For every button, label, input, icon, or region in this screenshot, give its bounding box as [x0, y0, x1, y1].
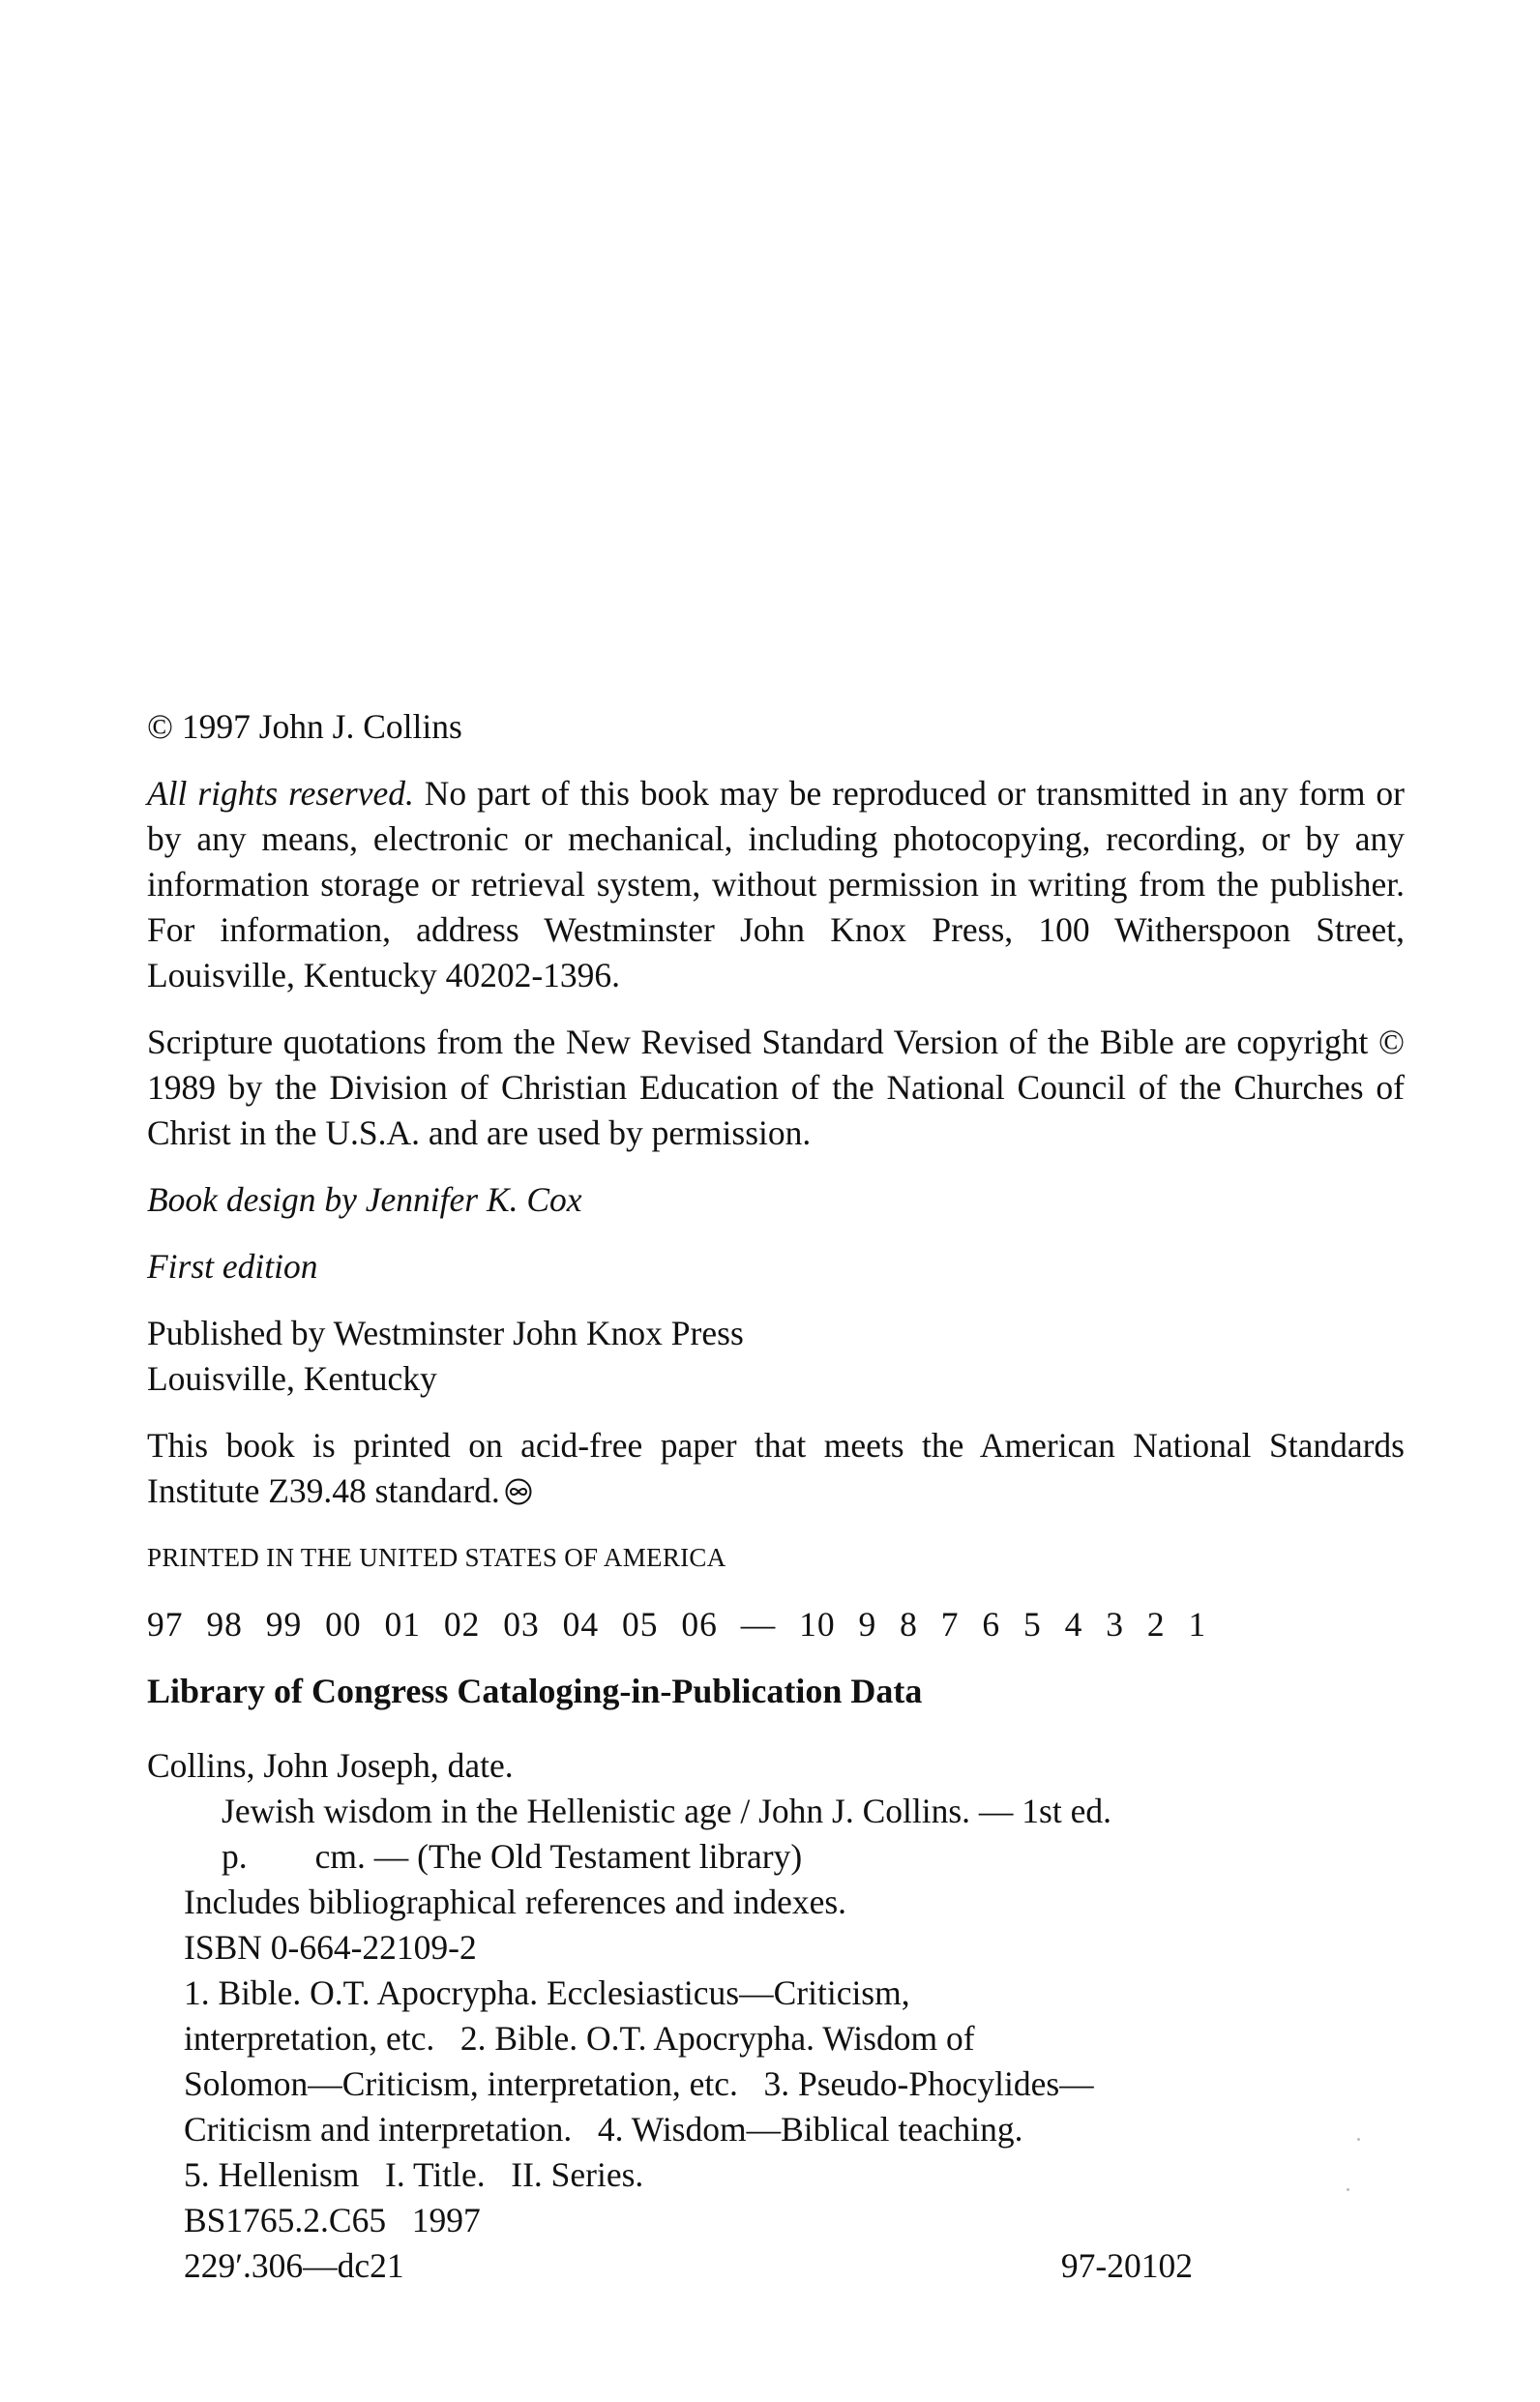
printing-numbers: 97 98 99 00 01 02 03 04 05 06 — 10 9 8 7 6 5 4 3 2 1 — [147, 1605, 1207, 1644]
paper-notice-text: This book is printed on acid-free paper that meets the American National Standards Institute Z39.48 standard. — [147, 1426, 1405, 1510]
cip-subject-line: 1. Bible. O.T. Apocrypha. Ecclesiasticus—Criticism, — [184, 1973, 910, 2012]
scripture-notice: Scripture quotations from the New Revised Standard Version of the Bible are copyright © 1989 by the Division of Christian Education of the National Council of the Churches of Christ in the U.S.A. and are used by permission. — [147, 1023, 1405, 1152]
cip-record — [147, 1743, 1193, 2289]
copyright-page — [147, 704, 1405, 2289]
scan-speck — [1357, 2138, 1360, 2141]
copyright-line: © 1997 John J. Collins — [147, 707, 462, 746]
publisher-name: Published by Westminster John Knox Press — [147, 1314, 744, 1352]
publisher-block — [147, 1311, 1405, 1402]
cip-isbn: ISBN 0-664-22109-2 — [184, 1928, 477, 1967]
scan-speck — [1347, 2188, 1349, 2191]
cip-lccn: 97-20102 — [1060, 2246, 1193, 2285]
acid-free-infinity-icon — [504, 1468, 533, 1514]
edition-line: First edition — [147, 1247, 318, 1286]
paper-notice — [147, 1423, 1405, 1514]
cip-call-number: BS1765.2.C65 1997 — [184, 2201, 481, 2239]
cip-author: Collins, John Joseph, date. — [147, 1746, 514, 1785]
cip-subject-line: Criticism and interpretation. 4. Wisdom—Biblical teaching. — [184, 2110, 1023, 2149]
cip-physical-description — [147, 1834, 1163, 1880]
cip-title-line: Jewish wisdom in the Hellenistic age / John J. Collins. — 1st ed. — [222, 1792, 1111, 1830]
cip-size-series: cm. — (The Old Testament library) — [314, 1837, 803, 1876]
cip-classification-row — [147, 2243, 1193, 2289]
cip-pages: p. — [222, 1837, 248, 1876]
cip-subject-line: interpretation, etc. 2. Bible. O.T. Apocrypha. Wisdom of — [184, 2019, 975, 2058]
rights-text: No part of this book may be reproduced or transmitted in any form or by any means, electronic or mechanical, including photocopying, recording, or by any information storage or retrieval system, without permission in writing from the publisher. For information, address Westminster John Knox Press, 100 Witherspoon Street, Louisville, Kentucky 40202-1396. — [147, 774, 1405, 994]
printed-in-line: PRINTED IN THE UNITED STATES OF AMERICA — [147, 1543, 726, 1572]
cip-heading: Library of Congress Cataloging-in-Publication Data — [147, 1672, 923, 1710]
book-design-credit: Book design by Jennifer K. Cox — [147, 1180, 582, 1219]
publisher-location: Louisville, Kentucky — [147, 1359, 437, 1398]
cip-subject-line: Solomon—Criticism, interpretation, etc. 3. Pseudo-Phocylides— — [184, 2064, 1094, 2103]
cip-subject-line: 5. Hellenism I. Title. II. Series. — [184, 2155, 644, 2194]
rights-lead: All rights reserved. — [147, 774, 414, 813]
cip-bibliography-note: Includes bibliographical references and indexes. — [184, 1883, 847, 1921]
cip-dewey: 229′.306—dc21 — [184, 2246, 404, 2285]
rights-paragraph — [147, 771, 1405, 998]
